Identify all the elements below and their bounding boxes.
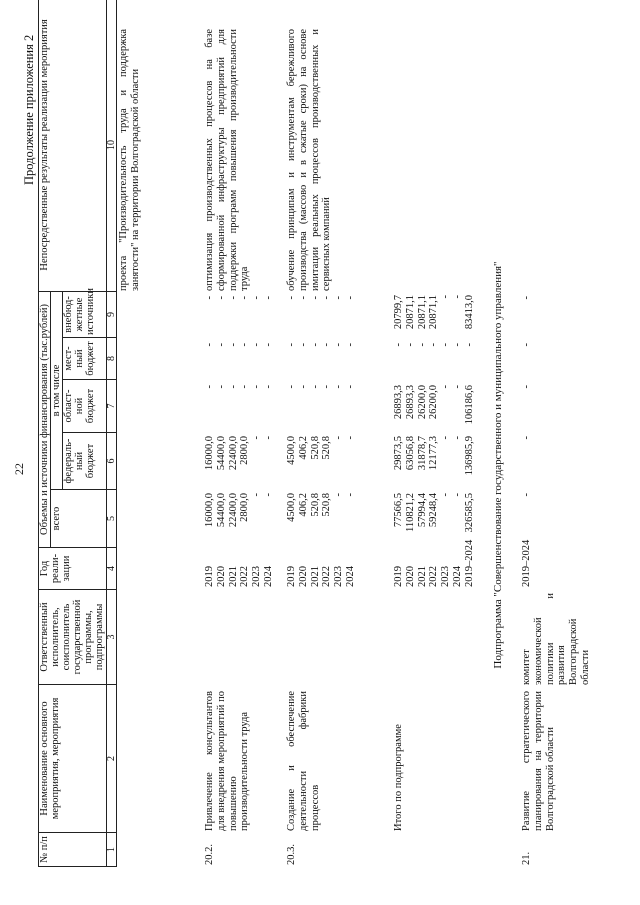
column-number: 3 (107, 590, 117, 685)
row-regional: - - - - - - (204, 385, 274, 389)
column-number: 6 (107, 433, 117, 490)
subtotal-years: 2019 2020 2021 2022 2023 2024 2019–2024 (393, 539, 475, 587)
appendix-continuation: Продолжение приложения 2 (22, 34, 36, 185)
row-number: 20.2. (204, 844, 215, 865)
column-number: 8 (107, 338, 117, 380)
row-name: Привлечение консультантов для внедрения мероприятий по повышению производительности труда (204, 691, 251, 831)
header-col-year: Год реали- зации (39, 548, 107, 590)
subprogram-title: Подпрограмма "Совершенствование государственного и муниципального управления" (492, 261, 504, 669)
row-total: 16000,0 54400,0 22400,0 2800,0 - - (204, 493, 274, 528)
header-col-extrabudget: внебюд- жетные источники (63, 291, 107, 337)
page-number: 22 (12, 463, 26, 475)
row-years: 2019 2020 2021 2022 2023 2024 (286, 566, 356, 587)
subtotal-total: 77566,5 110821,2 57994,4 59248,4 - - 326585,5 (393, 493, 475, 533)
row-total: - (521, 493, 532, 497)
row-extrabudget: - (521, 296, 532, 300)
subtotal-federal: 29873,5 63056,8 31878,7 12177,3 - - 136985,9 (393, 436, 475, 476)
column-number: 5 (107, 490, 117, 548)
row-years: 2019 2020 2021 2022 2023 2024 (204, 566, 274, 587)
header-col-total: всего (51, 490, 107, 548)
header-subgroup: в том числе (51, 291, 63, 489)
row-federal: - (521, 436, 532, 440)
row-number: 20.3. (286, 844, 297, 865)
header-financing-group: Объемы и источники финансирования (тыс.рублей) (39, 291, 51, 547)
subtotal-label: Итого по подпрограмме (393, 724, 404, 831)
column-number: 7 (107, 380, 117, 433)
row-years: 2019–2024 (521, 539, 532, 587)
header-col-local: мест- ный бюджет (63, 338, 107, 380)
row-federal: 16000,0 54400,0 22400,0 2800,0 - - (204, 436, 274, 471)
header-column-numbers (107, 0, 117, 867)
row-result: обучение принципам и инструментам бережливого производства (массово и в сжатые сроки) на основе имитации реальных процессов производственных и сервисных компаний (286, 29, 333, 291)
column-number: 1 (107, 833, 117, 867)
header-col-executor: Ответственный исполнитель, соисполнитель государственной программы, подпрограммы (39, 590, 107, 685)
header-col-name: Наименование основного мероприятия, мероприятия (39, 685, 107, 833)
column-number: 10 (107, 0, 117, 291)
row-regional: - - - - - - (286, 385, 356, 389)
header-col-federal: федераль- ный бюджет (63, 433, 107, 490)
row-result: оптимизация производственных процессов на базе сформированной инфраструктуры предприятий для поддержки программ повышения производительности труда (204, 29, 251, 291)
row-name: Развитие стратегического планирования на территории Волгоградской области (521, 691, 556, 831)
row-federal: 4500,0 406,2 520,8 520,8 - - (286, 436, 356, 465)
column-number: 2 (107, 685, 117, 833)
row-extrabudget: - - - - - - (286, 296, 356, 300)
subtotal-local: - - - - - - - (393, 343, 475, 347)
row-local: - - - - - - (286, 343, 356, 347)
results-fragment: проекта "Производительность труда и поддержка занятости" на территории Волгоградской области (118, 29, 141, 291)
row-number: 21. (521, 851, 532, 865)
row-name: Создание и обеспечение деятельности фабрики процессов (286, 691, 321, 831)
header-col-num: № п/п (39, 833, 107, 867)
header-col-results: Непосредственные результаты реализации мероприятия (39, 0, 107, 291)
subtotal-extrabudget: 20799,7 20871,1 20871,1 20871,1 - - 83413,0 (393, 295, 475, 330)
row-regional: - (521, 385, 532, 389)
header-col-regional: област- ной бюджет (63, 380, 107, 433)
row-total: 4500,0 406,2 520,8 520,8 - - (286, 493, 356, 522)
row-local: - - - - - - (204, 343, 274, 347)
subtotal-regional: 26893,3 26893,3 26200,0 26200,0 - - 106186,6 (393, 385, 475, 425)
row-local: - (521, 343, 532, 347)
column-number: 9 (107, 291, 117, 337)
column-number: 4 (107, 548, 117, 590)
row-executor: комитет экономической политики и развития Волгоградской области (521, 593, 591, 685)
table-header (38, 0, 117, 867)
row-extrabudget: - - - - - - (204, 296, 274, 300)
